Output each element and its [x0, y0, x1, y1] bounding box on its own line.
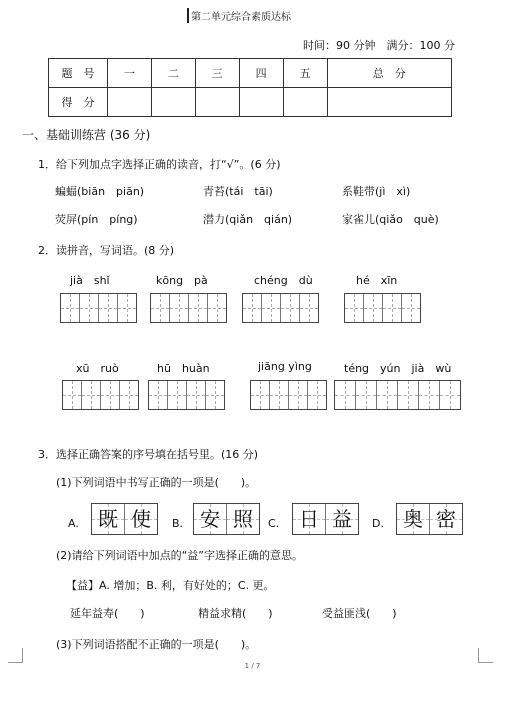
pronunciation-item[interactable]: 青苔(tái tāi): [203, 185, 273, 198]
grid-cell[interactable]: [251, 381, 270, 409]
grid-cell[interactable]: [356, 381, 377, 409]
page-title: 第二单元综合素质达标: [187, 8, 291, 23]
grid-cell[interactable]: [377, 381, 398, 409]
score-cell[interactable]: [327, 88, 451, 117]
grid-cell[interactable]: [151, 294, 170, 322]
exam-time-score: 时间：90 分钟 满分：100 分: [303, 39, 455, 52]
header-cell: 二: [151, 59, 195, 88]
header-cell: 四: [239, 59, 283, 88]
writing-grid[interactable]: [242, 293, 319, 323]
writing-grid[interactable]: [150, 293, 227, 323]
grid-cell[interactable]: [308, 381, 326, 409]
sub-question: (3)下列词语搭配不正确的一项是( )。: [56, 638, 257, 651]
pronunciation-item[interactable]: 荧屏(pín píng): [55, 213, 138, 226]
sub-question: (2)请给下列词语中加点的“益”字选择正确的意思。: [56, 549, 303, 562]
section-title: 一、基础训练营 (36 分): [22, 128, 151, 142]
pinyin-label: jiāng yìng: [258, 360, 312, 373]
pinyin-label: hé xīn: [356, 274, 398, 287]
option-label: C.: [268, 517, 280, 530]
grid-cell[interactable]: [419, 381, 440, 409]
page-corner-mark: [478, 648, 493, 663]
meaning-list: 【益】A. 增加；B. 利，有好处的；C. 更。: [66, 579, 275, 592]
option-d-box[interactable]: [396, 503, 463, 535]
option-char: 奥: [397, 504, 430, 534]
pronunciation-item[interactable]: 系鞋带(jì xì): [342, 185, 411, 198]
score-table-score-row: [49, 88, 452, 117]
grid-cell[interactable]: [82, 381, 101, 409]
grid-cell[interactable]: [270, 381, 289, 409]
fill-blank-word[interactable]: 精益求精( ): [198, 607, 273, 620]
fill-blank-word[interactable]: 延年益寿( ): [70, 607, 145, 620]
grid-cell[interactable]: [168, 381, 187, 409]
score-label: 得 分: [49, 88, 108, 117]
option-char: 安: [194, 504, 227, 534]
grid-cell[interactable]: [335, 381, 356, 409]
score-cell[interactable]: [108, 88, 152, 117]
option-label: D.: [372, 517, 384, 530]
grid-cell[interactable]: [398, 381, 419, 409]
page-corner-mark: [8, 648, 23, 663]
sub-question: (1)下列词语中书写正确的一项是( )。: [56, 476, 257, 489]
score-cell[interactable]: [239, 88, 283, 117]
writing-grid[interactable]: [62, 380, 139, 410]
writing-grid[interactable]: [60, 293, 137, 323]
grid-cell[interactable]: [149, 381, 168, 409]
writing-grid[interactable]: [334, 380, 461, 410]
option-char: 既: [92, 504, 125, 534]
pinyin-label: jià shǐ: [70, 274, 110, 287]
option-c-box[interactable]: [292, 503, 359, 535]
pinyin-label: chéng dù: [254, 274, 313, 287]
question-prompt: 3．选择正确答案的序号填在括号里。(16 分): [38, 448, 259, 461]
option-label: B.: [172, 517, 184, 530]
score-cell[interactable]: [283, 88, 327, 117]
grid-cell[interactable]: [364, 294, 383, 322]
grid-cell[interactable]: [101, 381, 120, 409]
score-cell[interactable]: [195, 88, 239, 117]
grid-cell[interactable]: [187, 381, 206, 409]
pinyin-label: xū ruò: [76, 362, 119, 375]
grid-cell[interactable]: [189, 294, 208, 322]
header-cell: 五: [283, 59, 327, 88]
score-cell[interactable]: [151, 88, 195, 117]
grid-cell[interactable]: [61, 294, 80, 322]
question-prompt: 2．读拼音，写词语。(8 分): [38, 244, 175, 257]
writing-grid[interactable]: [250, 380, 327, 410]
grid-cell[interactable]: [170, 294, 189, 322]
grid-cell[interactable]: [262, 294, 281, 322]
option-label: A.: [68, 517, 79, 530]
header-cell: 三: [195, 59, 239, 88]
score-table: [48, 58, 452, 117]
option-char: 密: [430, 504, 462, 534]
grid-cell[interactable]: [99, 294, 118, 322]
pronunciation-item[interactable]: 家雀儿(qiǎo què): [342, 213, 439, 226]
grid-cell[interactable]: [300, 294, 318, 322]
fill-blank-word[interactable]: 受益匪浅( ): [322, 607, 397, 620]
grid-cell[interactable]: [243, 294, 262, 322]
page-number: 1 / 7: [244, 662, 261, 670]
header-cell: 一: [108, 59, 152, 88]
grid-cell[interactable]: [208, 294, 226, 322]
header-cell: 总 分: [327, 59, 451, 88]
pinyin-label: hū huàn: [157, 362, 210, 375]
option-char: 日: [293, 504, 326, 534]
grid-cell[interactable]: [440, 381, 460, 409]
grid-cell[interactable]: [63, 381, 82, 409]
pinyin-label: téng yún jià wù: [344, 362, 452, 375]
option-char: 使: [125, 504, 157, 534]
header-cell: 题 号: [49, 59, 108, 88]
grid-cell[interactable]: [289, 381, 308, 409]
grid-cell[interactable]: [118, 294, 136, 322]
score-table-header-row: [49, 59, 452, 88]
option-a-box[interactable]: [91, 503, 158, 535]
pronunciation-item[interactable]: 潜力(qiǎn qián): [203, 213, 293, 226]
question-prompt: 1．给下列加点字选择正确的读音，打“√”。(6 分): [38, 158, 281, 171]
option-b-box[interactable]: [193, 503, 260, 535]
grid-cell[interactable]: [383, 294, 402, 322]
grid-cell[interactable]: [402, 294, 420, 322]
grid-cell[interactable]: [120, 381, 138, 409]
grid-cell[interactable]: [281, 294, 300, 322]
option-char: 照: [227, 504, 259, 534]
grid-cell[interactable]: [206, 381, 224, 409]
pinyin-label: kōng pà: [156, 274, 208, 287]
writing-grid[interactable]: [148, 380, 225, 410]
grid-cell[interactable]: [80, 294, 99, 322]
writing-grid[interactable]: [344, 293, 421, 323]
pronunciation-item[interactable]: 蝙蝠(biān piān): [55, 185, 145, 198]
grid-cell[interactable]: [345, 294, 364, 322]
option-char: 益: [326, 504, 358, 534]
